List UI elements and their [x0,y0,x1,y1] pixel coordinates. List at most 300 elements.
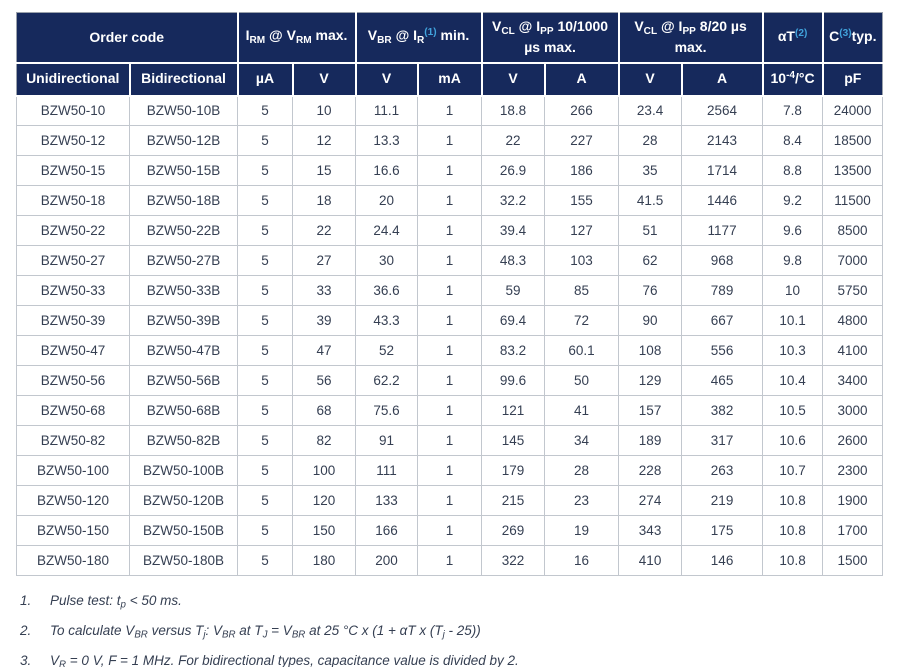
value-cell: 10.4 [763,366,823,396]
order-code-unidirectional: BZW50-33 [17,276,130,306]
order-code-bidirectional: BZW50-82B [130,426,238,456]
value-cell: 5 [238,456,293,486]
order-code-unidirectional: BZW50-12 [17,126,130,156]
value-cell: 166 [356,516,418,546]
text-run: V [492,18,502,35]
value-cell: 56 [293,366,356,396]
footnote-number: 2. [20,622,32,638]
table-row [17,426,883,456]
value-cell: 28 [619,126,682,156]
text-run: V [319,70,329,87]
value-cell: 99.6 [482,366,545,396]
value-cell: 90 [619,306,682,336]
value-cell: 16.6 [356,156,418,186]
order-code-unidirectional: BZW50-18 [17,186,130,216]
value-cell: 180 [293,546,356,576]
value-cell: 39 [293,306,356,336]
value-cell: 1 [418,336,482,366]
value-cell: 4100 [823,336,883,366]
value-cell: 1 [418,396,482,426]
table-row [17,456,883,486]
value-cell: 127 [545,216,619,246]
value-cell: 1177 [682,216,763,246]
text-run: at T [235,622,263,638]
value-cell: 10.7 [763,456,823,486]
value-cell: 50 [545,366,619,396]
value-cell: 62 [619,246,682,276]
value-cell: 263 [682,456,763,486]
order-code-bidirectional: BZW50-68B [130,396,238,426]
value-cell: 20 [356,186,418,216]
value-cell: 33 [293,276,356,306]
header-unit-cell-2 [238,63,293,96]
subscript-text: BR [291,629,306,641]
value-cell: 1 [418,96,482,126]
value-cell: 129 [619,366,682,396]
footnote-text [50,652,902,667]
value-cell: 100 [293,456,356,486]
value-cell: 5 [238,96,293,126]
value-cell: 968 [682,246,763,276]
value-cell: 32.2 [482,186,545,216]
header-unit-cell-9 [682,63,763,96]
value-cell: 1 [418,516,482,546]
value-cell: 1 [418,456,482,486]
value-cell: 2564 [682,96,763,126]
subscript-text: j [203,629,206,641]
subscript-text: RM [295,34,312,46]
value-cell: 1 [418,306,482,336]
text-run: < 50 ms. [125,593,182,608]
value-cell: 22 [482,126,545,156]
value-cell: 85 [545,276,619,306]
value-cell: 219 [682,486,763,516]
order-code-unidirectional: BZW50-68 [17,396,130,426]
value-cell: 5 [238,396,293,426]
value-cell: 47 [293,336,356,366]
order-code-unidirectional: BZW50-56 [17,366,130,396]
text-run: A [717,70,728,87]
value-cell: 322 [482,546,545,576]
value-cell: 5 [238,156,293,186]
value-cell: 175 [682,516,763,546]
value-cell: 410 [619,546,682,576]
text-run: = V [267,622,292,638]
value-cell: 266 [545,96,619,126]
table-row [17,486,883,516]
order-code-unidirectional: BZW50-82 [17,426,130,456]
text-run: Bidirectional [141,70,226,87]
header-group-cell-2 [356,13,482,63]
value-cell: 1 [418,426,482,456]
table-row [17,156,883,186]
value-cell: 121 [482,396,545,426]
value-cell: 382 [682,396,763,426]
order-code-bidirectional: BZW50-33B [130,276,238,306]
order-code-bidirectional: BZW50-18B [130,186,238,216]
value-cell: 24.4 [356,216,418,246]
order-code-bidirectional: BZW50-15B [130,156,238,186]
subscript-text: j [442,629,445,641]
value-cell: 1 [418,546,482,576]
value-cell: 145 [482,426,545,456]
value-cell: 59 [482,276,545,306]
value-cell: 51 [619,216,682,246]
text-run: @ I [657,18,683,35]
value-cell: 16 [545,546,619,576]
value-cell: 18500 [823,126,883,156]
text-run: typ. [851,28,877,45]
value-cell: 5 [238,516,293,546]
text-run: 10 [770,70,787,87]
value-cell: 1 [418,246,482,276]
header-unit-cell-11 [823,63,883,96]
text-run: : V [205,622,223,638]
value-cell: 317 [682,426,763,456]
subscript-text: p [120,599,126,611]
footnotes [20,592,902,667]
value-cell: 22 [293,216,356,246]
order-code-unidirectional: BZW50-150 [17,516,130,546]
header-unit-cell-4 [356,63,418,96]
value-cell: 35 [619,156,682,186]
footnote-2 [20,622,902,642]
text-run: mA [438,70,461,87]
value-cell: 10.1 [763,306,823,336]
value-cell: 41 [545,396,619,426]
value-cell: 146 [682,546,763,576]
footnote-number: 3. [20,652,32,667]
table-row [17,216,883,246]
value-cell: 155 [545,186,619,216]
value-cell: 82 [293,426,356,456]
order-code-bidirectional: BZW50-180B [130,546,238,576]
order-code-bidirectional: BZW50-39B [130,306,238,336]
order-code-unidirectional: BZW50-180 [17,546,130,576]
value-cell: 62.2 [356,366,418,396]
value-cell: 3000 [823,396,883,426]
value-cell: 3400 [823,366,883,396]
superscript-text: (2) [794,28,808,40]
electrical-characteristics-table [16,12,883,576]
footnote-text [50,592,902,612]
header-unit-cell-5 [418,63,482,96]
value-cell: 8.8 [763,156,823,186]
value-cell: 274 [619,486,682,516]
text-run: V [634,18,644,35]
value-cell: 5 [238,246,293,276]
text-run: V [645,70,655,87]
header-group-cell-5 [763,13,823,63]
value-cell: 789 [682,276,763,306]
text-run: max. [311,27,348,44]
value-cell: 8.4 [763,126,823,156]
text-run: - 25)) [444,622,481,638]
text-run: @ I [514,18,541,35]
text-run: A [576,70,587,87]
value-cell: 5750 [823,276,883,306]
header-group-cell-0 [17,13,238,63]
text-run: min. [436,27,470,44]
value-cell: 11.1 [356,96,418,126]
value-cell: 15 [293,156,356,186]
value-cell: 10.8 [763,516,823,546]
value-cell: 19 [545,516,619,546]
text-run: 10/1000 µs max. [524,18,609,55]
table-row [17,246,883,276]
value-cell: 1700 [823,516,883,546]
value-cell: 2600 [823,426,883,456]
value-cell: 1 [418,276,482,306]
order-code-unidirectional: BZW50-10 [17,96,130,126]
value-cell: 1 [418,186,482,216]
value-cell: 343 [619,516,682,546]
value-cell: 667 [682,306,763,336]
value-cell: 5 [238,186,293,216]
value-cell: 157 [619,396,682,426]
text-run: C [829,28,840,45]
value-cell: 150 [293,516,356,546]
value-cell: 18 [293,186,356,216]
value-cell: 10 [763,276,823,306]
value-cell: 215 [482,486,545,516]
order-code-bidirectional: BZW50-47B [130,336,238,366]
value-cell: 30 [356,246,418,276]
table-body [17,96,883,576]
order-code-unidirectional: BZW50-47 [17,336,130,366]
text-run: @ V [265,27,296,44]
text-run: = 0 V, F = 1 MHz. For bidirectional types, capacitance value is divided by 2. [66,652,519,667]
value-cell: 34 [545,426,619,456]
value-cell: 1 [418,216,482,246]
value-cell: 39.4 [482,216,545,246]
subscript-text: J [262,629,268,641]
subscript-text: RM [249,34,266,46]
text-run: Order code [89,28,165,45]
value-cell: 1 [418,156,482,186]
value-cell: 5 [238,486,293,516]
order-code-unidirectional: BZW50-100 [17,456,130,486]
text-run: /°C [795,70,815,87]
value-cell: 24000 [823,96,883,126]
table-row [17,306,883,336]
value-cell: 1900 [823,486,883,516]
subscript-text: PP [682,26,696,38]
table-row [17,546,883,576]
value-cell: 43.3 [356,306,418,336]
order-code-bidirectional: BZW50-120B [130,486,238,516]
value-cell: 28 [545,456,619,486]
subscript-text: CL [643,26,658,38]
subscript-text: R [417,34,425,46]
table-row [17,366,883,396]
header-unit-cell-1 [130,63,238,96]
text-run: at 25 °C x (1 + αT x (T [305,622,443,638]
value-cell: 8500 [823,216,883,246]
value-cell: 10 [293,96,356,126]
text-run: V [367,27,378,44]
value-cell: 465 [682,366,763,396]
value-cell: 108 [619,336,682,366]
footnote-number: 1. [20,593,32,608]
order-code-bidirectional: BZW50-150B [130,516,238,546]
value-cell: 11500 [823,186,883,216]
subscript-text: BR [377,34,392,46]
value-cell: 18.8 [482,96,545,126]
value-cell: 10.6 [763,426,823,456]
header-unit-cell-8 [619,63,682,96]
value-cell: 179 [482,456,545,486]
value-cell: 9.6 [763,216,823,246]
footnote-text [50,622,902,642]
value-cell: 9.8 [763,246,823,276]
value-cell: 5 [238,306,293,336]
header-units-row [17,63,883,96]
header-unit-cell-7 [545,63,619,96]
value-cell: 12 [293,126,356,156]
text-run: I [245,27,250,44]
value-cell: 7.8 [763,96,823,126]
value-cell: 60.1 [545,336,619,366]
subscript-text: PP [540,26,554,38]
value-cell: 83.2 [482,336,545,366]
value-cell: 26.9 [482,156,545,186]
order-code-bidirectional: BZW50-12B [130,126,238,156]
order-code-unidirectional: BZW50-15 [17,156,130,186]
value-cell: 91 [356,426,418,456]
value-cell: 41.5 [619,186,682,216]
text-run: Unidirectional [26,70,120,87]
value-cell: 1446 [682,186,763,216]
value-cell: 69.4 [482,306,545,336]
value-cell: 227 [545,126,619,156]
subscript-text: CL [501,26,515,38]
value-cell: 189 [619,426,682,456]
value-cell: 556 [682,336,763,366]
order-code-bidirectional: BZW50-56B [130,366,238,396]
value-cell: 75.6 [356,396,418,426]
value-cell: 5 [238,216,293,246]
value-cell: 2300 [823,456,883,486]
text-run: V [508,70,518,87]
subscript-text: R [59,659,67,667]
superscript-text: (3) [839,28,852,40]
footnote-3 [20,652,902,667]
header-unit-cell-3 [293,63,356,96]
value-cell: 76 [619,276,682,306]
text-run: αT [777,28,795,45]
value-cell: 13500 [823,156,883,186]
text-run: V [381,70,392,87]
value-cell: 5 [238,546,293,576]
table-row [17,276,883,306]
order-code-unidirectional: BZW50-120 [17,486,130,516]
value-cell: 68 [293,396,356,426]
text-run: @ I [391,27,418,44]
value-cell: 133 [356,486,418,516]
header-unit-cell-10 [763,63,823,96]
table-row [17,336,883,366]
value-cell: 5 [238,336,293,366]
value-cell: 111 [356,456,418,486]
table-row [17,186,883,216]
order-code-unidirectional: BZW50-27 [17,246,130,276]
value-cell: 269 [482,516,545,546]
header-group-row [17,13,883,63]
text-run: 8/20 µs max. [674,18,747,55]
subscript-text: BR [134,629,148,641]
order-code-bidirectional: BZW50-22B [130,216,238,246]
header-unit-cell-0 [17,63,130,96]
value-cell: 1 [418,126,482,156]
value-cell: 103 [545,246,619,276]
text-run: V [50,652,60,667]
order-code-bidirectional: BZW50-10B [130,96,238,126]
value-cell: 13.3 [356,126,418,156]
value-cell: 228 [619,456,682,486]
value-cell: 5 [238,426,293,456]
text-run: µA [255,70,275,87]
value-cell: 23 [545,486,619,516]
order-code-unidirectional: BZW50-39 [17,306,130,336]
superscript-text: (1) [424,27,437,39]
value-cell: 186 [545,156,619,186]
datasheet-page [0,12,902,667]
text-run: To calculate V [50,622,135,638]
footnote-1 [20,592,902,612]
text-run: pF [844,70,862,87]
table-row [17,126,883,156]
value-cell: 27 [293,246,356,276]
value-cell: 52 [356,336,418,366]
header-group-cell-1 [238,13,356,63]
value-cell: 2143 [682,126,763,156]
superscript-text: -4 [786,70,796,82]
text-run: versus T [147,622,204,638]
value-cell: 4800 [823,306,883,336]
value-cell: 1 [418,486,482,516]
table-row [17,96,883,126]
value-cell: 9.2 [763,186,823,216]
value-cell: 10.8 [763,486,823,516]
header-group-cell-6 [823,13,883,63]
order-code-bidirectional: BZW50-100B [130,456,238,486]
value-cell: 48.3 [482,246,545,276]
value-cell: 10.5 [763,396,823,426]
value-cell: 1714 [682,156,763,186]
value-cell: 36.6 [356,276,418,306]
table-row [17,516,883,546]
value-cell: 5 [238,126,293,156]
order-code-bidirectional: BZW50-27B [130,246,238,276]
table-header [17,13,883,96]
value-cell: 10.8 [763,546,823,576]
value-cell: 5 [238,276,293,306]
header-unit-cell-6 [482,63,545,96]
table-row [17,396,883,426]
value-cell: 5 [238,366,293,396]
value-cell: 120 [293,486,356,516]
header-group-cell-3 [482,13,619,63]
subscript-text: BR [222,629,236,641]
value-cell: 10.3 [763,336,823,366]
value-cell: 1500 [823,546,883,576]
value-cell: 23.4 [619,96,682,126]
value-cell: 72 [545,306,619,336]
value-cell: 7000 [823,246,883,276]
value-cell: 1 [418,366,482,396]
header-group-cell-4 [619,13,763,63]
